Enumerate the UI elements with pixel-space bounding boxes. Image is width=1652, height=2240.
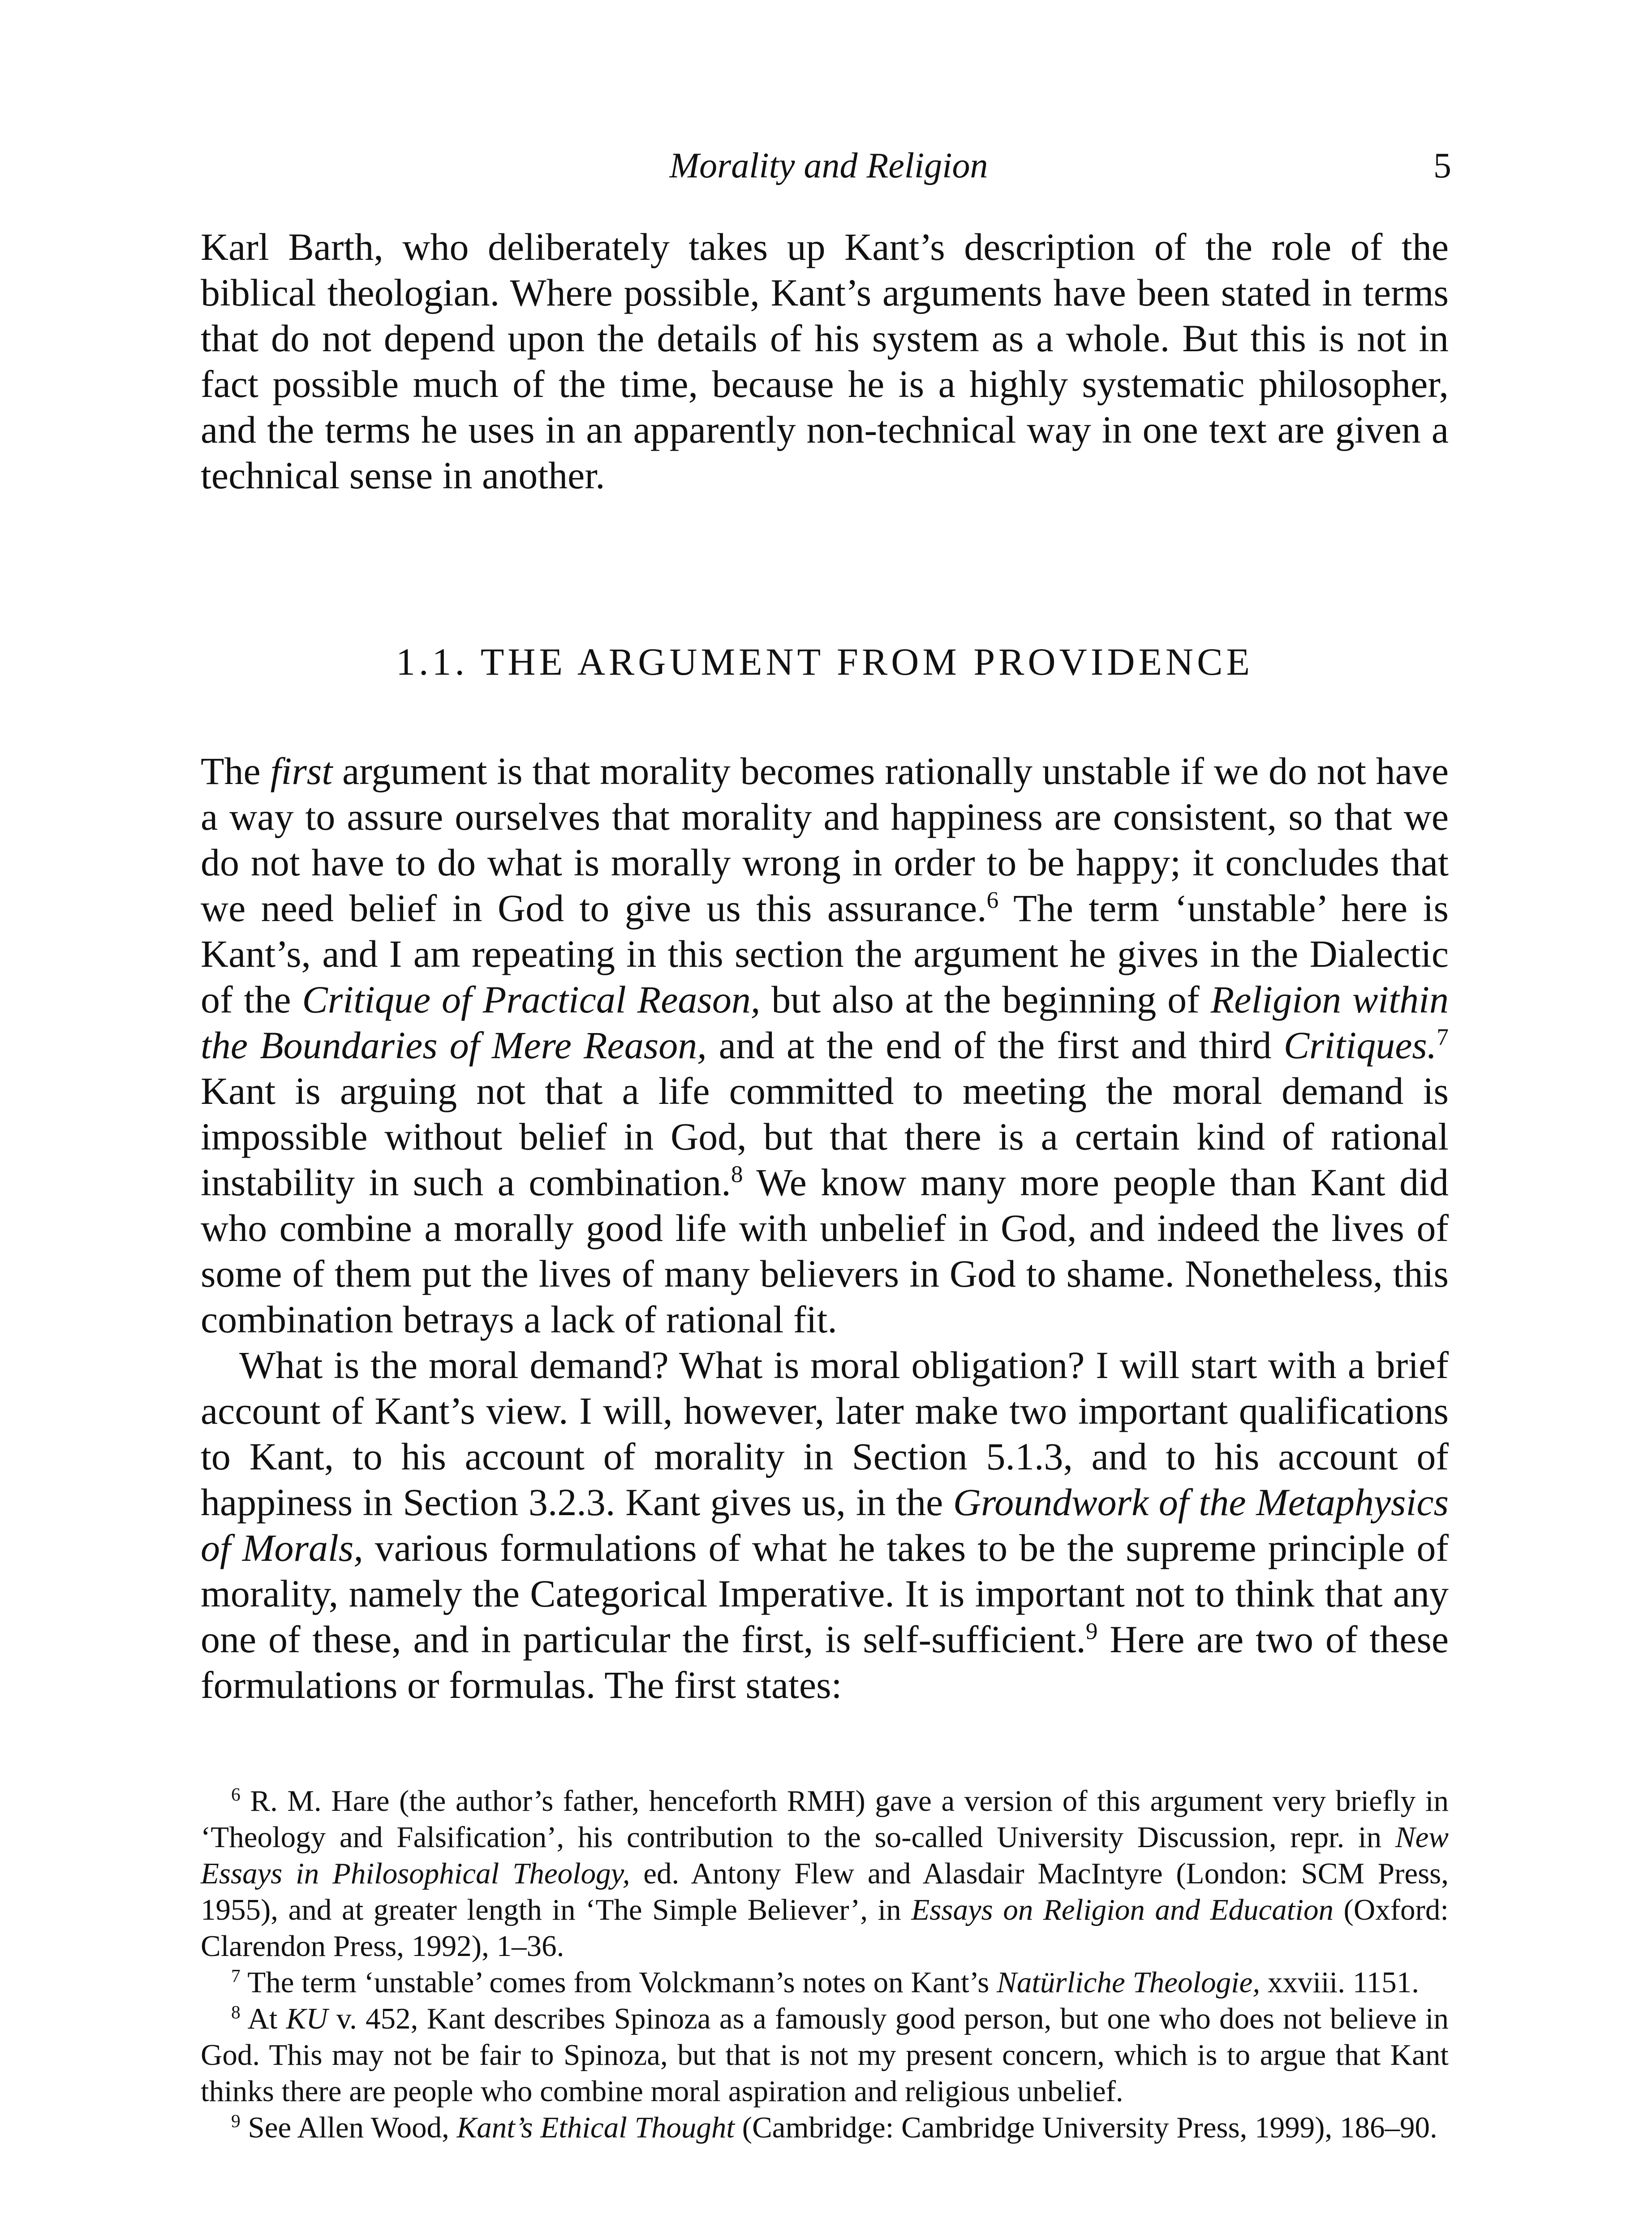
footnote-ref-9[interactable]: 9 [1085,1617,1098,1645]
text-run: ed. Antony Flew and Alasdair MacIntyre (London: SCM Press, 1955), and at greater length in ‘The Simple Believer’, in [201,1857,1449,1926]
text-run: R. M. Hare (the author’s father, henceforth RMH) gave a version of this argument very briefly in ‘Theology and Falsification’, his contribution to the so-called University Discussion, repr. in [201,1784,1449,1854]
text-run: and at the end of the first and third [706,1024,1284,1067]
book-title: Groundwork of the Metaphysics of Morals, [201,1481,1449,1569]
running-title: Morality and Religion [669,146,988,185]
footnote-8 [201,2001,1449,2110]
running-head [206,134,1451,197]
text-run: At [240,2002,286,2035]
text-run: but also at the beginning of [760,978,1211,1021]
footnote-number: 6 [231,1784,241,1805]
book-title: Religion within the Boundaries of Mere Reason, [201,978,1449,1067]
footnote-9 [201,2110,1449,2146]
abbreviation: KU [286,2002,328,2035]
text-run: xxviii. 1151. [1260,1966,1420,1999]
footnote-ref-8[interactable]: 8 [731,1160,743,1188]
text-run: various formulations of what he takes to be the supreme principle of morality, namely the Categorical Imperative. It is important not to think that any one of these, and in particular the first, is self-sufficient. [201,1526,1449,1661]
book-title: Critiques. [1283,1024,1437,1067]
footnote-7 [201,1964,1449,2001]
text-run: argument is that morality becomes rationally unstable if we do not have a way to assure ourselves that morality and happiness are consistent, so that we do not have to do what is morally wrong in order to be happy; it concludes that we need belief in God to give us this assurance. [201,750,1449,930]
footnote-number: 9 [231,2111,241,2132]
text-run: Kant is arguing not that a life committed to meeting the moral demand is impossible without belief in God, but that there is a certain kind of rational instability in such a combination. [201,1069,1449,1204]
paragraph-argument-from-providence [201,748,1449,1342]
footnote-number: 7 [231,1965,241,1986]
footnote-number: 8 [231,2002,241,2023]
footnote-6 [201,1783,1449,1964]
text-run: The term ‘unstable’ comes from Volckmann’s notes on Kant’s [240,1966,997,1999]
paragraph-moral-demand [201,1342,1449,1708]
footnotes [201,1783,1449,2146]
text-run: (Oxford: Clarendon Press, 1992), 1–36. [201,1893,1449,1963]
text-run: We know many more people than Kant did who combine a morally good life with unbelief in God, and indeed the lives of some of them put the lives of many believers in God to shame. Nonetheless, this combination betrays a lack of rational fit. [201,1161,1449,1341]
text-run: Here are two of these formulations or formulas. The first states: [201,1618,1449,1706]
text-run: (Cambridge: Cambridge University Press, 1999), 186–90. [735,2111,1437,2144]
emphasis: first [270,750,333,793]
text-run: The term ‘unstable’ here is Kant’s, and I am repeating in this section the argument he gives in the Dialectic of the [201,887,1449,1021]
text-run: v. 452, Kant describes Spinoza as a famously good person, but one who does not believe in God. This may not be fair to Spinoza, but that is not my present concern, which is to argue that Kant thinks there are people who combine moral aspiration and religious unbelief. [201,2002,1449,2108]
book-title: Essays on Religion and Education [911,1893,1334,1926]
book-title: New Essays in Philosophical Theology, [201,1821,1449,1890]
book-title: Critique of Practical Reason, [302,978,761,1021]
section-heading: 1.1. THE ARGUMENT FROM PROVIDENCE [396,640,1254,683]
text-run: The [201,750,271,793]
paragraph-continued: Karl Barth, who deliberately takes up Kant’s description of the role of the biblical theologian. Where possible, Kant’s arguments have been stated in terms that do not depend upon the details of his system as a whole. But this is not in fact possible much of the time, because he is a highly systematic philosopher, and the terms he uses in an apparently non-technical way in one text are given a technical sense in another. [201,225,1449,497]
text-run: What is the moral demand? What is moral obligation? I will start with a brief account of Kant’s view. I will, however, later make two important qualifications to Kant, to his account of morality in Section 5.1.3, and to his account of happiness in Section 3.2.3. Kant gives us, in the [201,1344,1449,1524]
text-run: See Allen Wood, [240,2111,457,2144]
page-number: 5 [1433,146,1451,185]
book-title: Kant’s Ethical Thought [456,2111,735,2144]
footnote-ref-6[interactable]: 6 [986,886,999,913]
body-text [201,224,1449,1708]
book-title: Natürliche Theologie, [997,1966,1261,1999]
footnote-ref-7[interactable]: 7 [1437,1023,1449,1051]
